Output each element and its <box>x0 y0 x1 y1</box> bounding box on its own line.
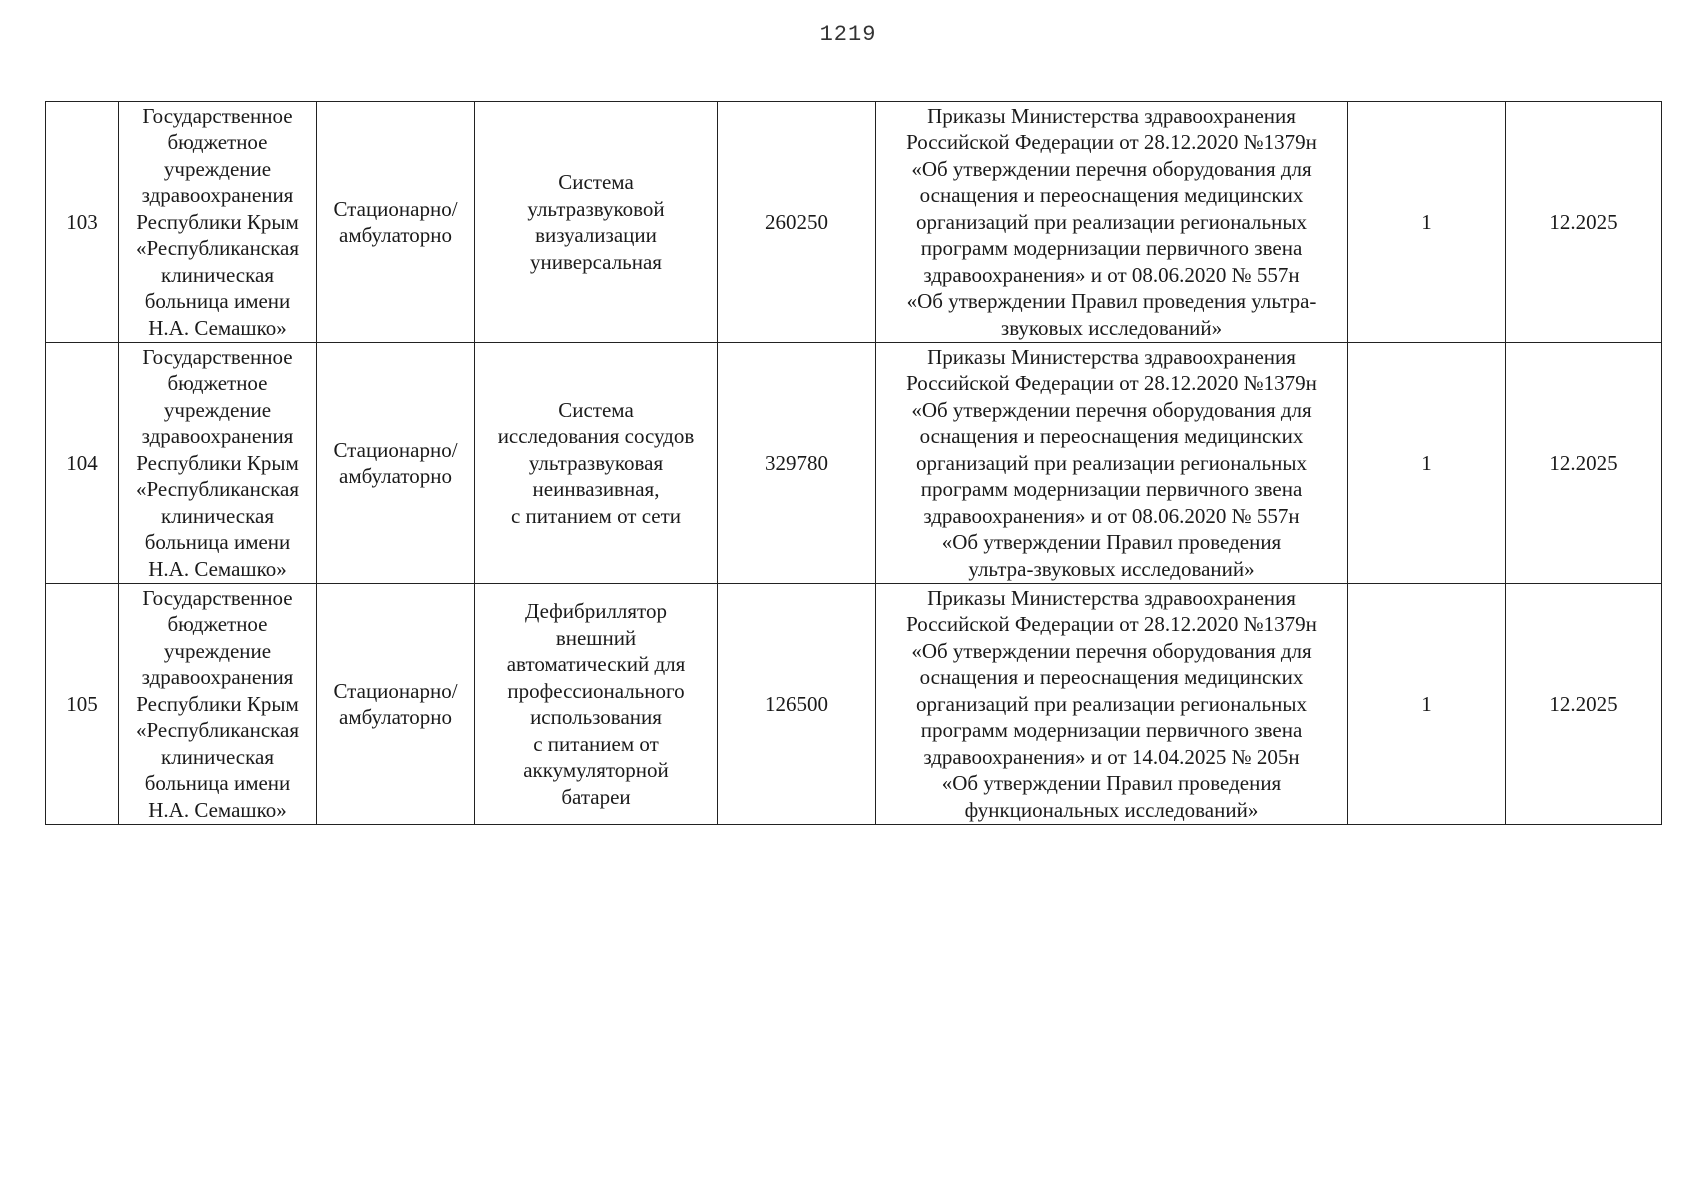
equipment-line: использования <box>530 705 662 729</box>
organization-cell <box>119 584 317 825</box>
org-line: Республики Крым <box>136 691 299 716</box>
equipment-line: ультразвуковая <box>528 450 664 475</box>
date-cell: 12.2025 <box>1506 343 1662 584</box>
mode-cell <box>317 584 475 825</box>
legal-line: функциональных исследований» <box>964 797 1259 822</box>
mode-line: Стационарно/ <box>333 678 458 703</box>
org-line: клиническая <box>161 503 274 528</box>
org-line: здравоохранения <box>141 424 294 449</box>
legal-line: здравоохранения» и от 14.04.2025 № 205н <box>923 744 1300 769</box>
legal-line: Приказы Министерства здравоохранения <box>927 585 1296 610</box>
org-line: Государственное <box>142 103 293 128</box>
org-line: здравоохранения <box>141 665 294 690</box>
legal-line: оснащения и переоснащения медицинских <box>919 424 1304 449</box>
legal-line: звуковых исследований» <box>1000 315 1223 340</box>
mode-line: Стационарно/ <box>333 437 458 462</box>
equipment-line: автоматический для <box>506 652 686 676</box>
mode-cell <box>317 343 475 584</box>
org-line: больница имени <box>144 771 291 796</box>
equipment-line: внешний <box>555 625 637 650</box>
legal-line: Российской Федерации от 28.12.2020 №1379н <box>906 371 1317 396</box>
equipment-line: Дефибриллятор <box>525 599 667 623</box>
table-row <box>46 584 1662 825</box>
legal-basis-cell <box>876 102 1348 343</box>
org-line: «Республиканская <box>135 477 300 502</box>
page-number: 1219 <box>819 22 877 47</box>
code-cell: 329780 <box>718 343 876 584</box>
equipment-line: исследования сосудов <box>497 424 695 449</box>
legal-basis-cell <box>876 343 1348 584</box>
legal-line: «Об утверждении Правил проведения <box>941 530 1282 555</box>
equipment-table <box>45 101 1662 825</box>
row-number: 104 <box>46 343 119 584</box>
legal-line: Российской Федерации от 28.12.2020 №1379н <box>906 130 1317 155</box>
legal-line: организаций при реализации региональных <box>916 691 1307 716</box>
mode-line: амбулаторно <box>339 223 452 247</box>
org-line: клиническая <box>161 744 274 769</box>
equipment-line: неинвазивная, <box>532 477 660 502</box>
org-line: здравоохранения <box>141 183 294 208</box>
mode-line: амбулаторно <box>339 705 452 729</box>
legal-line: программ модернизации первичного звена <box>920 718 1303 743</box>
legal-line: «Об утверждении перечня оборудования для <box>911 156 1312 181</box>
org-line: Республики Крым <box>136 209 299 234</box>
legal-line: здравоохранения» и от 08.06.2020 № 557н <box>923 503 1300 528</box>
equipment-line: с питанием от <box>533 731 659 756</box>
legal-line: оснащения и переоснащения медицинских <box>919 665 1304 690</box>
org-line: больница имени <box>144 289 291 314</box>
row-number: 105 <box>46 584 119 825</box>
quantity-cell: 1 <box>1348 584 1506 825</box>
org-line: Н.А. Семашко» <box>148 797 287 822</box>
legal-line: «Об утверждении перечня оборудования для <box>911 638 1312 663</box>
org-line: больница имени <box>144 530 291 555</box>
equipment-line: универсальная <box>530 249 662 274</box>
mode-line: амбулаторно <box>339 464 452 488</box>
table-body <box>46 102 1662 825</box>
equipment-line: профессионального <box>507 678 685 703</box>
equipment-line: батареи <box>561 784 631 809</box>
table-row <box>46 102 1662 343</box>
org-line: учреждение <box>163 156 272 181</box>
code-cell: 260250 <box>718 102 876 343</box>
legal-line: оснащения и переоснащения медицинских <box>919 183 1304 208</box>
equipment-line: ультразвуковой <box>527 196 665 221</box>
row-number: 103 <box>46 102 119 343</box>
organization-cell <box>119 343 317 584</box>
quantity-cell: 1 <box>1348 102 1506 343</box>
legal-line: «Об утверждении Правил проведения <box>941 771 1282 796</box>
org-line: Н.А. Семашко» <box>148 315 287 340</box>
legal-line: ультра-звуковых исследований» <box>968 556 1255 581</box>
legal-line: Российской Федерации от 28.12.2020 №1379н <box>906 612 1317 637</box>
mode-line: Стационарно/ <box>333 196 458 221</box>
equipment-line: Система <box>558 170 634 194</box>
code-cell: 126500 <box>718 584 876 825</box>
org-line: Н.А. Семашко» <box>148 556 287 581</box>
equipment-line: аккумуляторной <box>523 758 669 782</box>
legal-line: здравоохранения» и от 08.06.2020 № 557н <box>923 262 1300 287</box>
date-cell: 12.2025 <box>1506 584 1662 825</box>
legal-line: организаций при реализации региональных <box>916 209 1307 234</box>
table-row <box>46 343 1662 584</box>
quantity-cell: 1 <box>1348 343 1506 584</box>
equipment-line: с питанием от сети <box>510 503 682 528</box>
org-line: Государственное <box>142 344 293 369</box>
equipment-line: Система <box>558 397 634 422</box>
legal-basis-cell <box>876 584 1348 825</box>
org-line: «Республиканская <box>135 236 300 261</box>
org-line: Государственное <box>142 585 293 610</box>
legal-line: организаций при реализации региональных <box>916 450 1307 475</box>
mode-cell <box>317 102 475 343</box>
org-line: бюджетное <box>167 612 268 637</box>
org-line: учреждение <box>163 638 272 663</box>
legal-line: «Об утверждении перечня оборудования для <box>911 397 1312 422</box>
organization-cell <box>119 102 317 343</box>
org-line: Республики Крым <box>136 450 299 475</box>
org-line: бюджетное <box>167 130 268 155</box>
equipment-cell <box>475 102 718 343</box>
equipment-line: визуализации <box>535 223 657 247</box>
org-line: бюджетное <box>167 371 268 396</box>
org-line: учреждение <box>163 397 272 422</box>
legal-line: программ модернизации первичного звена <box>920 477 1303 502</box>
legal-line: Приказы Министерства здравоохранения <box>927 103 1296 128</box>
org-line: клиническая <box>161 262 274 287</box>
legal-line: программ модернизации первичного звена <box>920 236 1303 261</box>
equipment-cell <box>475 584 718 825</box>
org-line: «Республиканская <box>135 718 300 743</box>
date-cell: 12.2025 <box>1506 102 1662 343</box>
legal-line: «Об утверждении Правил проведения ультра- <box>906 289 1317 314</box>
equipment-cell <box>475 343 718 584</box>
legal-line: Приказы Министерства здравоохранения <box>927 344 1296 369</box>
